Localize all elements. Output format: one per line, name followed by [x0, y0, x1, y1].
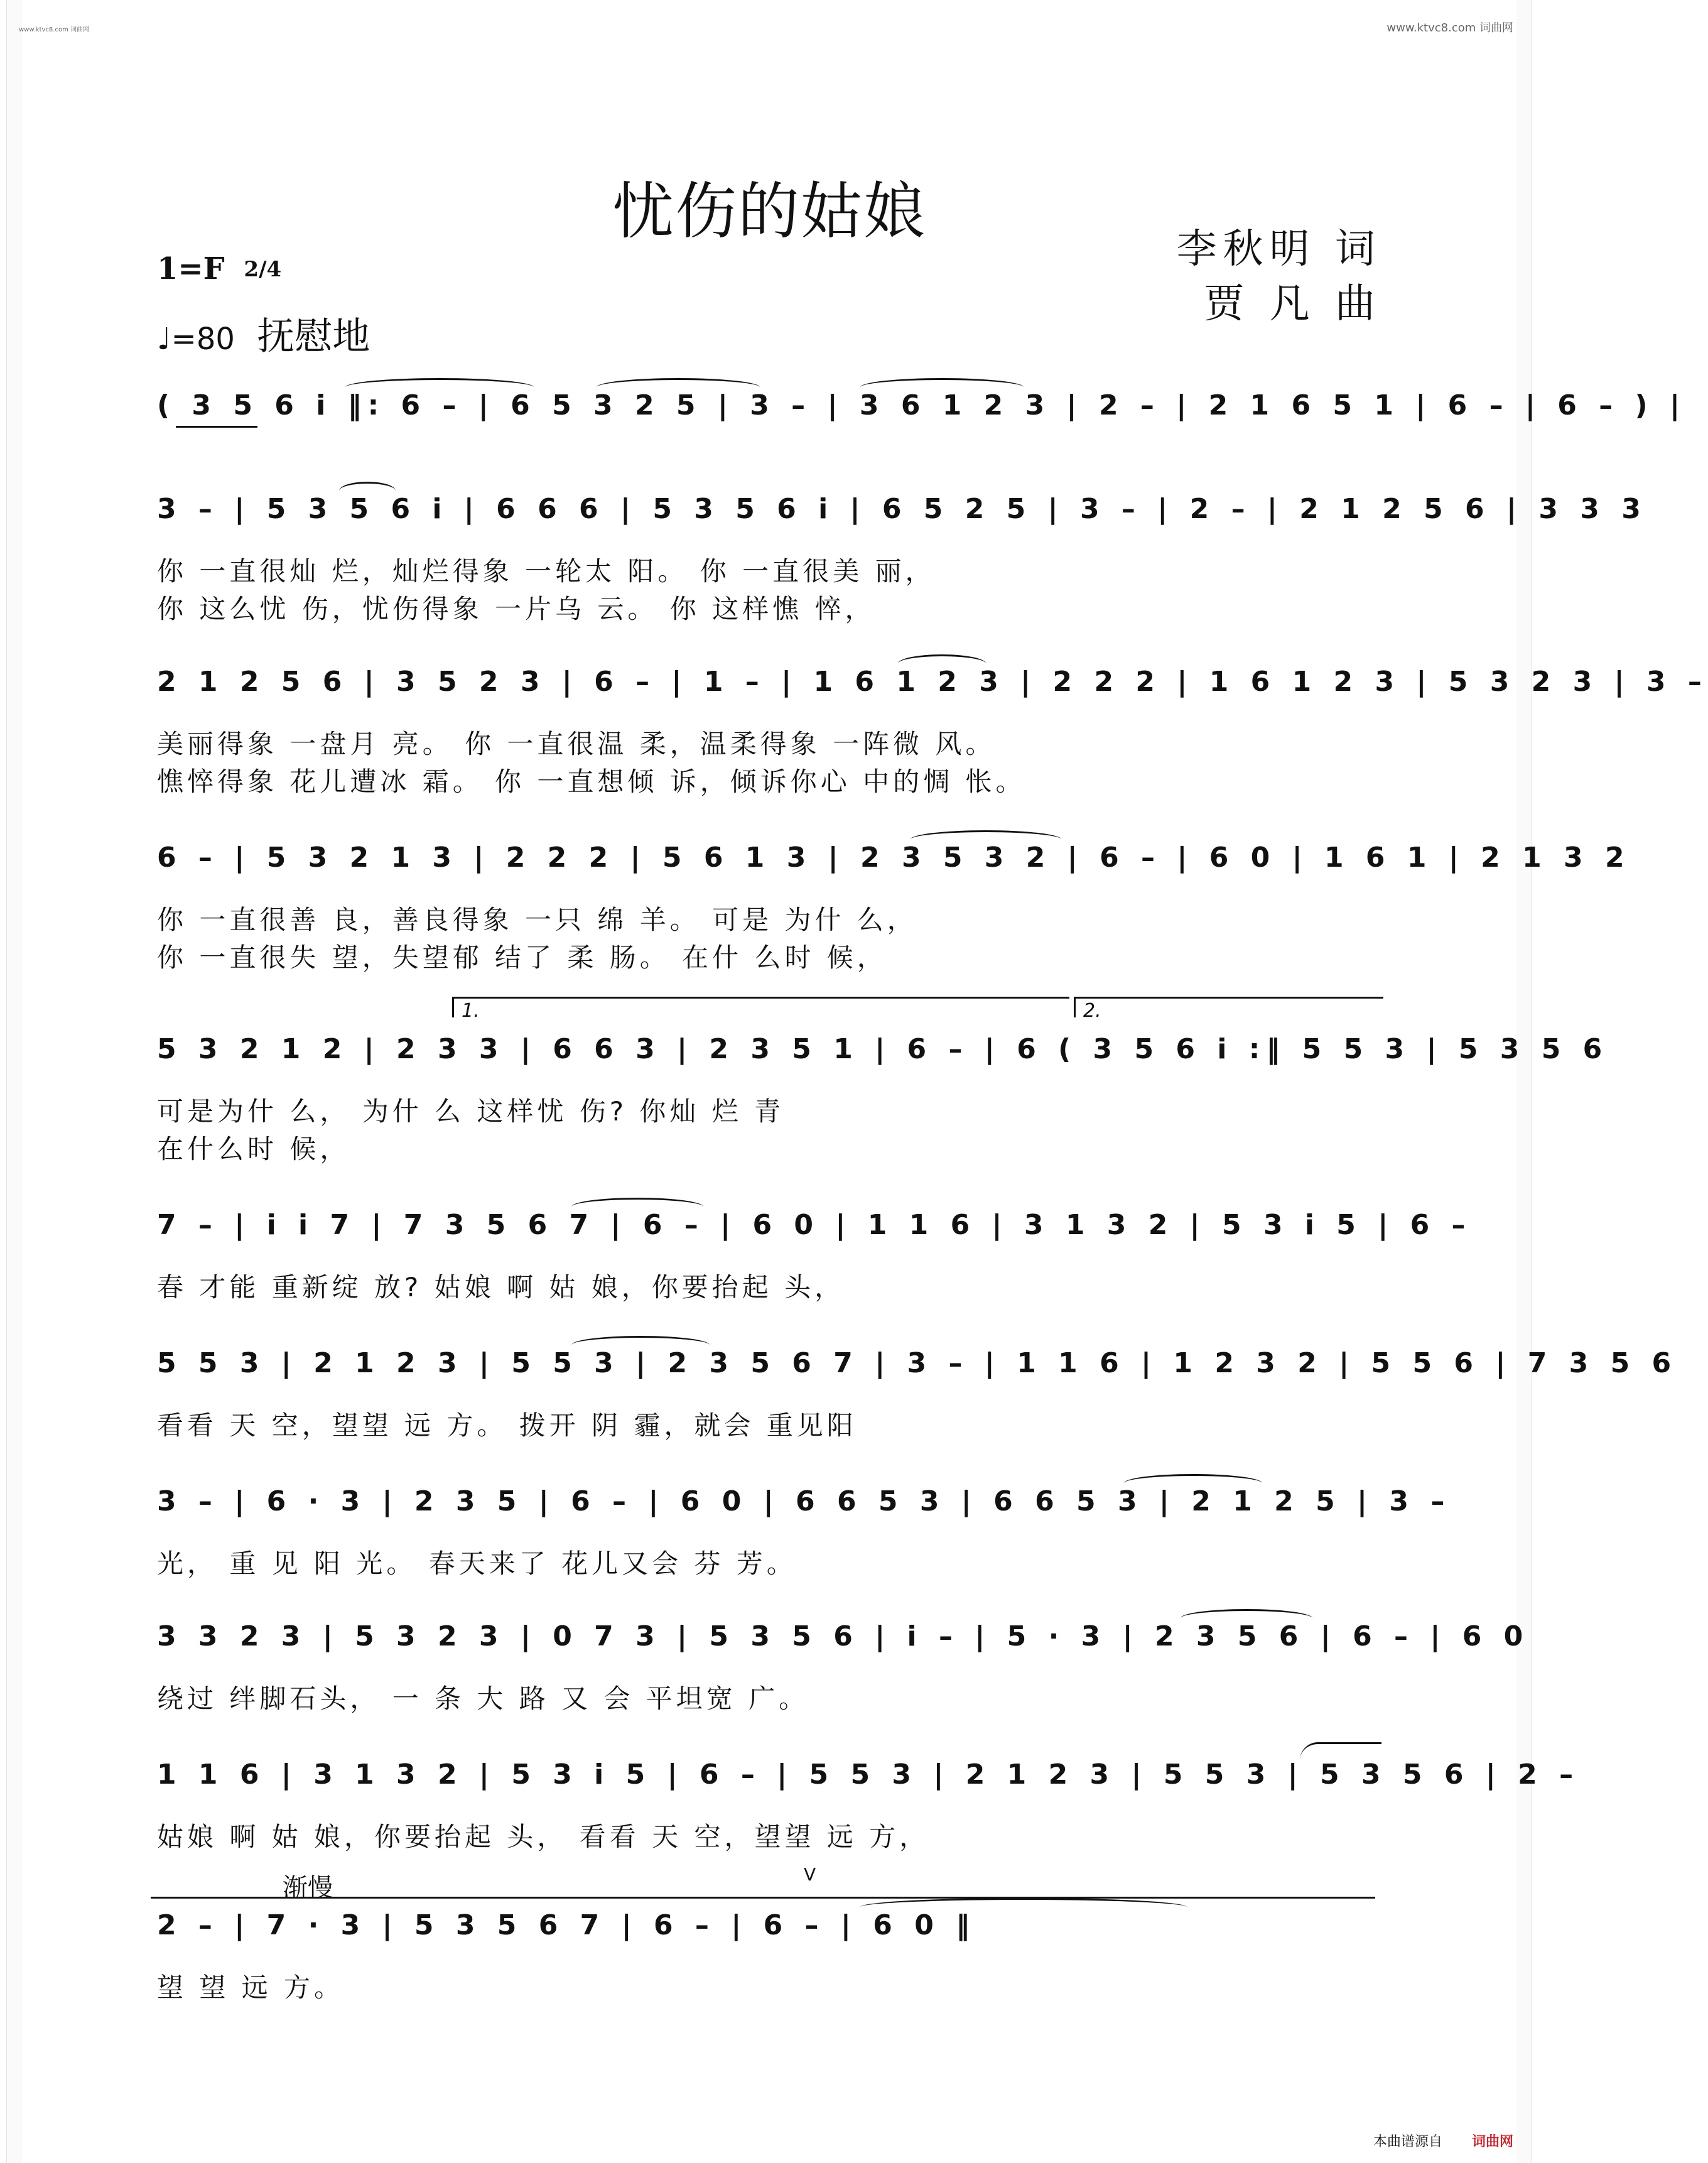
volta-bracket-1: 1. [452, 997, 1069, 1017]
lyrics-line-6: 看看 天 空，望望 远 方。 拨开 阴 霾，就会 重见阳 [157, 1410, 857, 1441]
lyrics-line-3-verse-1: 你 一直很善 良，善良得象 一只 绵 羊。 可是 为什 么， [157, 904, 917, 935]
lyrics-line-1-verse-1: 你 一直很灿 烂，灿烂得象 一轮太 阳。 你 一直很美 丽， [157, 556, 936, 587]
lyrics-line-4-verse-1: 可是为什 么， 为什 么 这样忧 伤? 你灿 烂 青 [157, 1096, 785, 1127]
lyrics-line-7: 光， 重 见 阳 光。 春天来了 花儿又会 芬 芳。 [157, 1548, 797, 1579]
notes-line-4: 5 3 2 1 2 | 2 3 3 | 6 6 3 | 2 3 5 1 | 6 – | 6 ( 3 5 6 i :‖ 5 5 3 | 5 3 5 6 [157, 1033, 1609, 1065]
notes-line-7: 3 – | 6 · 3 | 2 3 5 | 6 – | 6 0 | 6 6 5 3 | 6 6 5 3 | 2 1 2 5 | 3 – [157, 1485, 1451, 1517]
key-label: 1=F [157, 251, 225, 286]
tie-arc [1124, 1474, 1262, 1492]
tie-arc [597, 378, 760, 396]
tie-arc [1181, 1609, 1312, 1627]
key-signature [157, 251, 281, 286]
tie-arc [860, 378, 1024, 396]
phrase-line [151, 1897, 1375, 1899]
notes-line-10: 2 – | 7 · 3 | 5 3 5 6 7 | 6 – | 6 – | 6 0 ‖ [157, 1909, 976, 1941]
tie-arc [860, 1898, 1187, 1916]
right-watermark-strip [1516, 0, 1532, 2163]
lyrics-line-2-verse-1: 美丽得象 一盘月 亮。 你 一直很温 柔，温柔得象 一阵微 风。 [157, 729, 996, 759]
top-right-url: www.ktvc8.com 词曲网 [1386, 21, 1513, 35]
lyrics-line-2-verse-2: 憔悴得象 花儿遭冰 霜。 你 一直想倾 诉，倾诉你心 中的惆 怅。 [157, 766, 1026, 797]
lyrics-line-9: 姑娘 啊 姑 娘，你要抬起 头， 看看 天 空，望望 远 方， [157, 1821, 930, 1852]
rit-marking: 渐慢 [283, 1873, 333, 1902]
breath-mark: V [804, 1864, 816, 1885]
notes-line-6: 5 5 3 | 2 1 2 3 | 5 5 3 | 2 3 5 6 7 | 3 – | 1 1 6 | 1 2 3 2 | 5 5 6 | 7 3 5 6 [157, 1347, 1678, 1379]
tempo-expression: 抚慰地 [257, 315, 370, 359]
notes-line-2: 2 1 2 5 6 | 3 5 2 3 | 6 – | 1 – | 1 6 1 2 3 | 2 2 2 | 1 6 1 2 3 | 5 3 2 3 | 3 – [157, 666, 1708, 698]
underline [176, 426, 257, 428]
lyricist-credit: 李秋明 词 [1176, 226, 1381, 273]
tie-arc [1300, 1742, 1381, 1760]
notes-line-1: 3 – | 5 3 5 6 i | 6 6 6 | 5 3 5 6 i | 6 5 2 5 | 3 – | 2 – | 2 1 2 5 6 | 3 3 3 [157, 493, 1647, 525]
notes-line-3: 6 – | 5 3 2 1 3 | 2 2 2 | 5 6 1 3 | 2 3 5 3 2 | 6 – | 6 0 | 1 6 1 | 2 1 3 2 [157, 842, 1631, 874]
tie-arc [911, 830, 1061, 848]
tie-arc [339, 482, 396, 500]
footer [1373, 2131, 1513, 2150]
top-left-url: www.ktvc8.com 词曲网 [19, 26, 90, 33]
notes-line-9: 1 1 6 | 3 1 3 2 | 5 3 i 5 | 6 – | 5 5 3 | 2 1 2 3 | 5 5 3 | 5 3 5 6 | 2 – [157, 1759, 1580, 1791]
lyrics-line-5: 春 才能 重新绽 放? 姑娘 啊 姑 娘，你要抬起 头， [157, 1272, 845, 1303]
notes-line-5: 7 – | i i 7 | 7 3 5 6 7 | 6 – | 6 0 | 1 1 6 | 3 1 3 2 | 5 3 i 5 | 6 – [157, 1209, 1472, 1241]
tie-arc [571, 1336, 710, 1354]
footer-source: 本曲谱源自 [1373, 2134, 1442, 2150]
tie-arc [898, 654, 986, 673]
composer-credit: 贾 凡 曲 [1204, 281, 1381, 327]
tie-arc [345, 378, 534, 396]
lyrics-line-8: 绕过 绊脚石头， 一 条 大 路 又 会 平坦宽 广。 [157, 1683, 809, 1714]
song-title: 忧伤的姑娘 [612, 176, 926, 247]
lyrics-line-3-verse-2: 你 一直很失 望，失望郁 结了 柔 肠。 在什 么时 候， [157, 942, 887, 973]
tempo-bpm: ♩=80 [157, 322, 235, 357]
notes-line-0: ( 3 5 6 i ‖: 6 – | 6 5 3 2 5 | 3 – | 3 6 1 2 3 | 2 – | 2 1 6 5 1 | 6 – | 6 – ) | [157, 389, 1687, 421]
tie-arc [571, 1198, 703, 1216]
footer-brand[interactable]: 词曲网 [1471, 2134, 1513, 2150]
left-watermark-strip [7, 0, 22, 2163]
volta-bracket-2: 2. [1074, 997, 1383, 1017]
lyrics-line-1-verse-2: 你 这么忧 伤，忧伤得象 一片乌 云。 你 这样憔 悴， [157, 594, 875, 624]
tempo-marking [157, 306, 370, 360]
time-signature: 2/4 [244, 257, 282, 282]
lyrics-line-10: 望 望 远 方。 [157, 1972, 345, 2003]
lyrics-line-4-verse-2: 在什么时 候， [157, 1134, 350, 1164]
notes-line-8: 3 3 2 3 | 5 3 2 3 | 0 7 3 | 5 3 5 6 | i – | 5 · 3 | 2 3 5 6 | 6 – | 6 0 [157, 1620, 1530, 1652]
